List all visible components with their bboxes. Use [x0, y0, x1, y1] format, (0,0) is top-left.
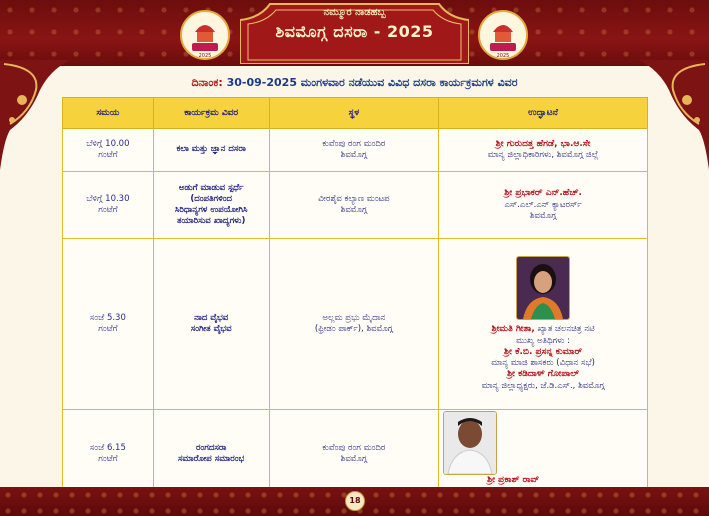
- header-program: ಕಾರ್ಯಕ್ರಮ ವಿವರ: [153, 98, 269, 129]
- venue-line: ಅಲ್ಲಮ ಪ್ರಭು ಮೈದಾನ: [322, 312, 386, 323]
- row3-program: [153, 239, 269, 410]
- table-row: [63, 410, 648, 500]
- date-line: [0, 76, 709, 90]
- row3-guest: [439, 239, 648, 410]
- header-inauguration: ಉದ್ಘಾಟನೆ: [439, 98, 648, 129]
- guest-photo-prakash: [443, 411, 497, 475]
- logo-year-right: 2025: [496, 53, 510, 59]
- header-time: ಸಮಯ: [63, 98, 154, 129]
- program-line: ರಂಗದಸರಾ: [196, 443, 227, 454]
- program-line: ಅಡುಗೆ ಮಾಡುವ ಸ್ಪರ್ಧೆ: [178, 182, 244, 193]
- date-text: 30-09-2025 ಮಂಗಳವಾರ ನಡೆಯುವ ವಿವಿಧ ದಸರಾ ಕಾರ್ಯಕ್ರಮಗಳ ವಿವರ: [226, 76, 518, 89]
- row4-guest: [439, 410, 648, 500]
- time-line: ಗಂಟೆಗೆ: [98, 150, 118, 160]
- table-header-row: [63, 98, 648, 129]
- guest-line: [440, 324, 646, 336]
- program-line: ಕಲಾ ಮತ್ತು ಜ್ಞಾನ ದಸರಾ: [176, 144, 246, 155]
- guest-name: ಶ್ರೀ ಪ್ರಭಾಕರ್ ಎನ್.ಹೆಚ್.: [504, 188, 582, 199]
- time-line: ಗಂಟೆಗೆ: [98, 205, 118, 215]
- page-title: ಶಿವಮೊಗ್ಗ ದಸರಾ - 2025: [275, 22, 434, 41]
- header-subtitle: ನಮ್ಮೂರ ನಾಡಹಬ್ಬ: [323, 7, 386, 18]
- venue-line: (ಫ್ರೀಡಂ ಪಾರ್ಕ್), ಶಿವಮೊಗ್ಗ: [314, 324, 393, 334]
- guest-role: ಎಸ್.ಎಲ್.ಎನ್ ಕ್ಯಾಟರರ್ಸ್: [504, 199, 582, 210]
- venue-line: ಕುವೆಂಪು ರಂಗ ಮಂದಿರ: [322, 138, 386, 149]
- venue-line: ಶಿವಮೊಗ್ಗ: [340, 205, 368, 215]
- program-line: ಸಿರಿಧಾನ್ಯಗಳ ಉಪಯೋಗಿಸಿ: [174, 205, 248, 215]
- chief-guest-name: ಶ್ರೀ ಕಡಿದಾಳ್ ಗೋಪಾಲ್: [507, 369, 580, 380]
- row3-venue: [269, 239, 439, 410]
- program-line: ತಯಾರಿಸುವ ಖಾದ್ಯಗಳು): [176, 216, 246, 227]
- row2-time: [63, 172, 154, 239]
- row2-program: [153, 172, 269, 239]
- guest-name: ಶ್ರೀ ಗುರುದತ್ತ ಹೆಗಡೆ, ಭಾ.ಆ.ಸೇ: [495, 138, 591, 149]
- table-row: [63, 239, 648, 410]
- schedule-table: [62, 97, 648, 500]
- time-line: ಗಂಟೆಗೆ: [98, 454, 118, 465]
- row4-program: [153, 410, 269, 500]
- row4-time: [63, 410, 154, 500]
- venue-line: ಶಿವಮೊಗ್ಗ: [340, 150, 368, 160]
- venue-line: ವೀರಶೈವ ಕಲ್ಯಾಣ ಮಂಟಪ: [318, 193, 390, 204]
- venue-line: ಕುವೆಂಪು ರಂಗ ಮಂದಿರ: [322, 443, 386, 454]
- time-line: ಸಂಜೆ 6.15: [89, 443, 126, 454]
- program-line: ಸಂಗೀತ ವೈಭವ: [190, 324, 232, 334]
- row1-venue: [269, 129, 439, 172]
- time-line: ಬೆಳಿಗ್ಗೆ 10.30: [86, 193, 130, 204]
- row2-guest: [439, 172, 648, 239]
- chief-guest-name: ಶ್ರೀ ಕೆ.ಬಿ. ಪ್ರಸನ್ನ ಕುಮಾರ್: [504, 346, 583, 357]
- header-venue: ಸ್ಥಳ: [269, 98, 439, 129]
- row4-venue: [269, 410, 439, 500]
- table-row: [63, 172, 648, 239]
- chief-guests-label: ಮುಖ್ಯ ಅತಿಥಿಗಳು :: [516, 335, 571, 346]
- guest-role: ಮಾನ್ಯ ಜಿಲ್ಲಾಧಿಕಾರಿಗಳು, ಶಿವಮೊಗ್ಗ ಜಿಲ್ಲೆ: [487, 150, 599, 161]
- time-line: ಗಂಟೆಗೆ: [98, 324, 118, 334]
- guest-photo-geetha: [516, 256, 570, 320]
- logo-year-left: 2025: [198, 53, 212, 59]
- guest-role: ಶಿವಮೊಗ್ಗ: [529, 210, 557, 221]
- guest-name: ಶ್ರೀ ಪ್ರಕಾಶ್ ರಾವ್: [487, 475, 540, 485]
- program-line: (ದಂಪತಿಗಳಿಂದ: [190, 193, 232, 204]
- row3-time: [63, 239, 154, 410]
- row1-program: [153, 129, 269, 172]
- program-line: ನಾದ ವೈಭವ: [194, 312, 229, 323]
- time-line: ಸಂಜೆ 5.30: [89, 312, 126, 323]
- time-line: ಬೆಳಿಗ್ಗೆ 10.00: [86, 138, 130, 149]
- date-label: ದಿನಾಂಕ:: [191, 76, 223, 89]
- venue-line: ಶಿವಮೊಗ್ಗ: [340, 454, 368, 465]
- row1-time: [63, 129, 154, 172]
- program-line: ಸಮಾರೋಪ ಸಮಾರಂಭ: [177, 454, 245, 465]
- page-number: 18: [345, 491, 365, 511]
- table-row: [63, 129, 648, 172]
- guest-name: ಶ್ರೀಮತಿ ಗೀತಾ,: [491, 323, 535, 334]
- row1-guest: [439, 129, 648, 172]
- chief-guest-role: ಮಾನ್ಯ ಮಾಜಿ ಶಾಸಕರು (ವಿಧಾನ ಸಭೆ): [491, 358, 595, 369]
- guest-role: ಖ್ಯಾತ ಚಲನಚಿತ್ರ ನಟಿ: [534, 323, 595, 334]
- chief-guest-role: ಮಾನ್ಯ ಜಿಲ್ಲಾಧ್ಯಕ್ಷರು, ಜೆ.ಡಿ.ಎಸ್., ಶಿವಮೊಗ್ಗ: [481, 381, 605, 392]
- row2-venue: [269, 172, 439, 239]
